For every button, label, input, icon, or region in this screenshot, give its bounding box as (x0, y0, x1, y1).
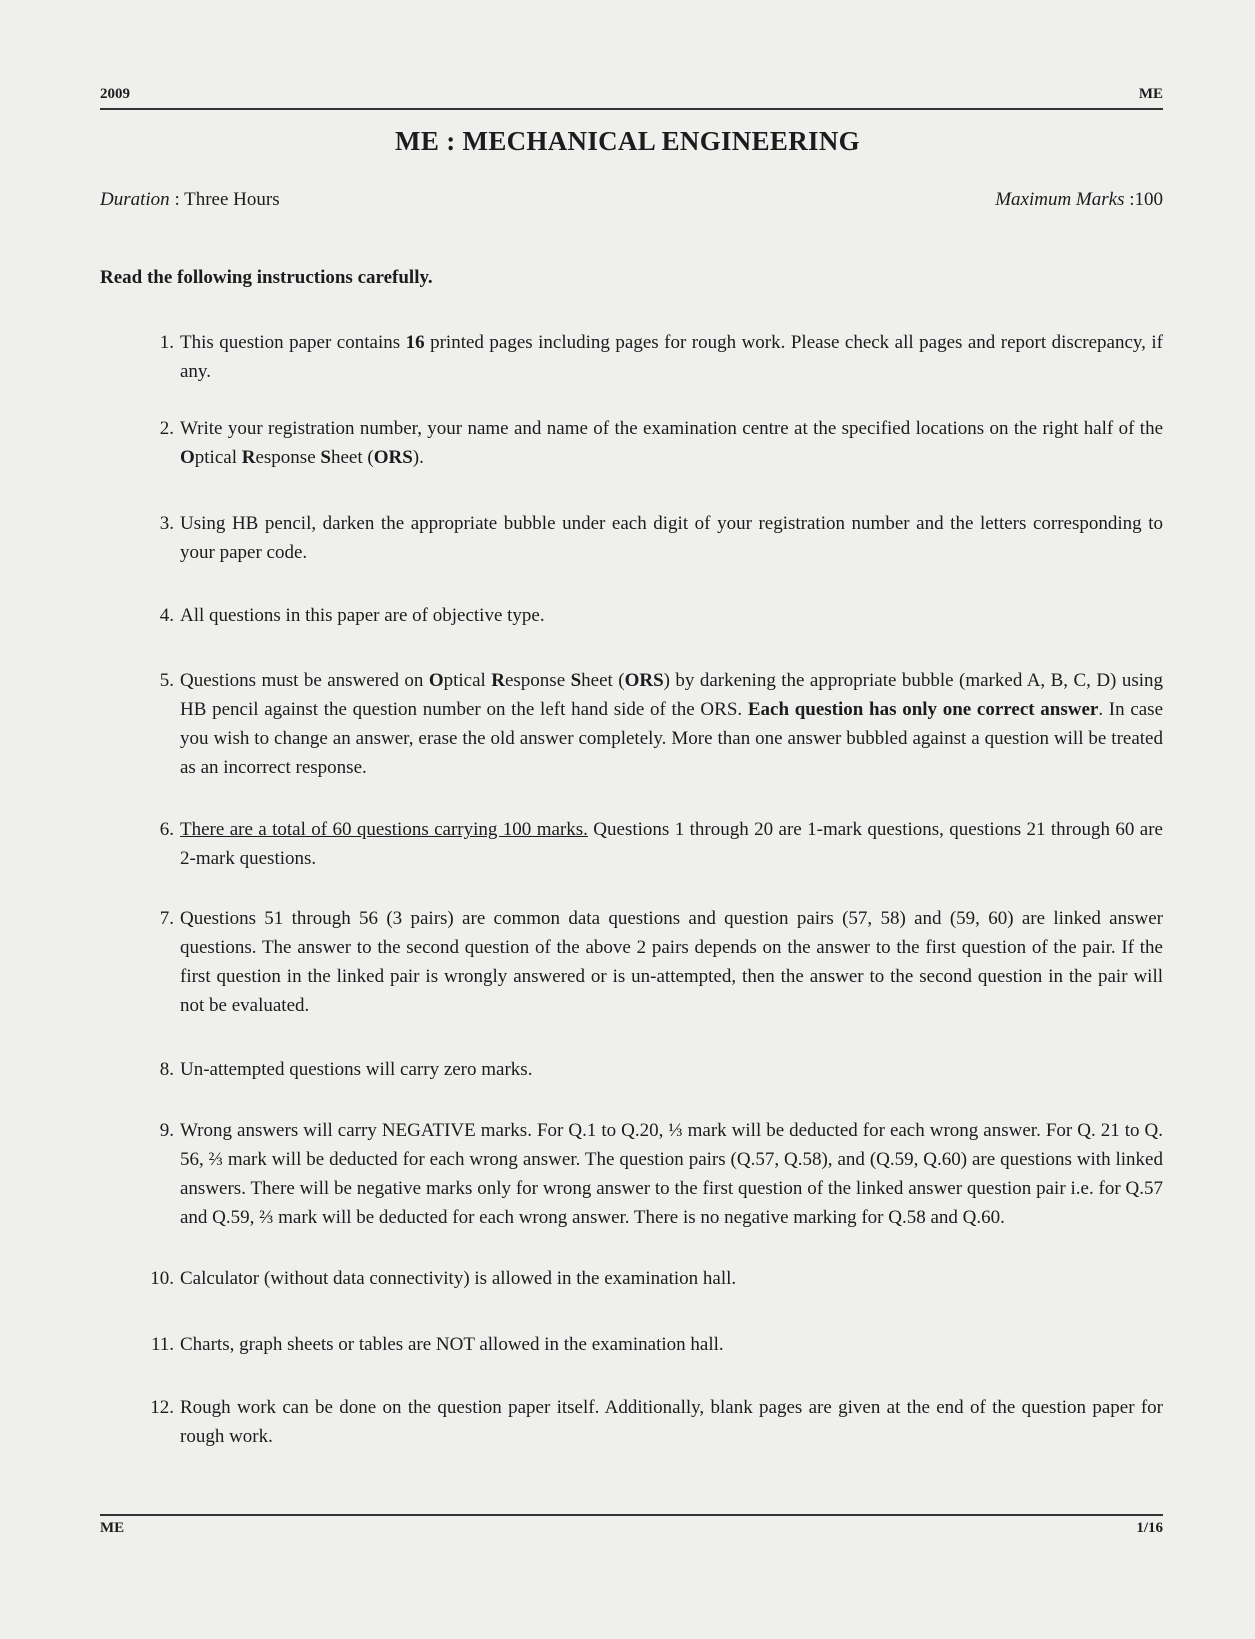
footer-rule (100, 1514, 1163, 1516)
header-rule (100, 108, 1163, 110)
page-number: 1/16 (1136, 1520, 1163, 1536)
instruction-text: Wrong answers will carry NEGATIVE marks. For Q.1 to Q.20, ⅓ mark will be deducted for each wrong answer. For Q. 21 to Q. 56, ⅔ mark will be deducted for each wrong answer. The question pairs (Q.57, Q.58), and (Q.59, Q.60) are questions with linked answers. There will be negative marks only for wrong answer to the first question of the linked answer question pair i.e. for Q.57 and Q.59, ⅔ mark will be deducted for each wrong answer. There is no negative marking for Q.58 and Q.60. (180, 1120, 1163, 1228)
maximum-marks-value: :100 (1129, 189, 1163, 210)
instruction-number: 11. (150, 1334, 174, 1355)
instruction-number: 5. (159, 670, 174, 691)
instruction-text: Each question has only one correct answer (747, 699, 1099, 720)
instruction-text: Calculator (without data connectivity) is allowed in the examination hall. (180, 1268, 737, 1289)
instruction-text: ORS (373, 447, 413, 468)
duration (100, 189, 280, 211)
instruction-text: All questions in this paper are of objective type. (180, 605, 545, 626)
instruction-text: R (491, 670, 505, 691)
instruction-item (100, 904, 1163, 1020)
instruction-text: Questions 51 through 56 (3 pairs) are common data questions and question pairs (57, 58) and (59, 60) are linked answer questions. The answer to the second question of the above 2 pairs depends on the answer to the first question of the pair. If the first question in the linked pair is wrongly answered or is un-attempted, then the answer to the second question in the pair will not be evaluated. (180, 908, 1163, 1016)
instruction-item (100, 601, 1163, 630)
instruction-item (100, 414, 1163, 472)
instruction-number: 2. (159, 418, 174, 439)
header-paper-code: ME (1138, 86, 1163, 102)
instruction-item (100, 815, 1163, 873)
instruction-text: Questions must be answered on (180, 670, 429, 691)
instruction-text: ) by darkening the appropriate bubble (marked A, B, C, D) using HB pencil against the question number on the left hand side of the ORS. (180, 670, 1163, 720)
instruction-text: . In case you wish to change an answer, erase the old answer completely. More than one answer bubbled against a question will be treated as an incorrect response. (180, 699, 1164, 778)
instruction-text: esponse (504, 670, 571, 691)
instruction-text: esponse (255, 447, 321, 468)
instruction-text: There are a total of 60 questions carrying 100 marks. (180, 819, 588, 840)
instruction-item (100, 328, 1163, 386)
instruction-number: 10. (150, 1268, 174, 1289)
instruction-item (100, 1330, 1163, 1359)
instruction-text: R (241, 447, 256, 468)
instruction-number: 6. (159, 819, 174, 840)
instruction-text: Un-attempted questions will carry zero marks. (180, 1059, 533, 1080)
instruction-text: ). (412, 447, 424, 468)
maximum-marks-label: Maximum Marks (995, 189, 1125, 210)
instruction-item (100, 1264, 1163, 1293)
instruction-text: Write your registration number, your name and name of the examination centre at the specified locations on the right half of the (180, 418, 1163, 439)
instruction-text: S (570, 670, 582, 691)
instruction-text: S (320, 447, 331, 468)
instruction-text: ptical (443, 670, 492, 691)
instruction-number: 1. (159, 332, 174, 353)
instructions-list (100, 328, 1163, 1451)
instruction-item (100, 509, 1163, 567)
footer-paper-code: ME (100, 1520, 125, 1536)
instruction-text: ORS (624, 670, 664, 691)
instruction-text: 16 (405, 332, 425, 353)
instruction-text: printed pages including pages for rough work. Please check all pages and report discrepancy, if any. (180, 332, 1163, 382)
instruction-text: Using HB pencil, darken the appropriate bubble under each digit of your registration number and the letters corresponding to your paper code. (180, 513, 1163, 563)
maximum-marks (995, 189, 1163, 211)
instruction-item (100, 1116, 1163, 1232)
instruction-item (100, 1055, 1163, 1084)
instruction-item (100, 1393, 1163, 1451)
instruction-number: 12. (150, 1397, 174, 1418)
instruction-text: This question paper contains (180, 332, 406, 353)
instruction-text: Charts, graph sheets or tables are NOT allowed in the examination hall. (180, 1334, 724, 1355)
instructions-heading: Read the following instructions carefully. (100, 267, 433, 288)
instruction-text: ptical (194, 447, 242, 468)
instruction-text: Rough work can be done on the question paper itself. Additionally, blank pages are given at the end of the question paper for rough work. (180, 1397, 1163, 1447)
instruction-number: 8. (159, 1059, 174, 1080)
instruction-item (100, 666, 1163, 782)
instruction-text: O (180, 447, 195, 468)
instruction-number: 9. (159, 1120, 174, 1141)
instruction-text: O (428, 670, 444, 691)
page-title: ME : MECHANICAL ENGINEERING (395, 126, 860, 156)
instruction-number: 3. (159, 513, 174, 534)
instruction-text: Questions 1 through 20 are 1-mark questions, questions 21 through 60 are 2-mark questions. (180, 819, 1163, 869)
instruction-number: 7. (159, 908, 174, 929)
instruction-text: heet ( (581, 670, 625, 691)
duration-label: Duration (100, 189, 170, 210)
duration-value: : Three Hours (174, 189, 280, 210)
header-year: 2009 (100, 86, 130, 102)
instruction-text: heet ( (330, 447, 374, 468)
instruction-number: 4. (159, 605, 174, 626)
